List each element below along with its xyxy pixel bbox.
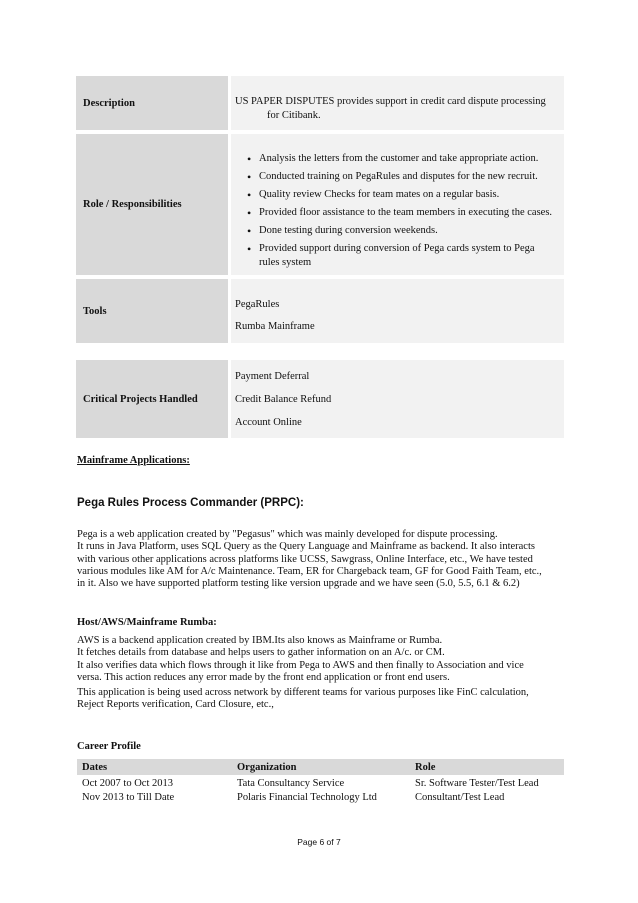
table-row [77, 790, 564, 804]
description-content [231, 76, 564, 130]
aws-paragraph [77, 635, 567, 712]
description-row [76, 76, 564, 130]
paragraph-line: in it. Also we have supported platform testing like version upgrade and we have seen (5.0, 5.5, 6.1 & 6.2) [77, 578, 520, 590]
column-header-role: Role [415, 761, 436, 773]
prpc-paragraph [77, 529, 567, 590]
responsibility-item: • Analysis the letters from the customer and take appropriate action. [249, 152, 554, 166]
responsibility-list [235, 134, 564, 270]
tool-item: Rumba Mainframe [235, 321, 315, 332]
tools-label: Tools [76, 279, 228, 343]
description-label: Description [76, 76, 228, 130]
career-table-header [77, 759, 564, 775]
career-table [77, 759, 564, 804]
cell-dates: Oct 2007 to Oct 2013 [82, 777, 173, 789]
role-row [76, 134, 564, 275]
responsibility-item: • Conducted training on PegaRules and disputes for the new recruit. [249, 170, 554, 184]
project-item: Credit Balance Refund [235, 394, 332, 405]
cell-role: Sr. Software Tester/Test Lead [415, 777, 539, 789]
responsibility-item: • Provided floor assistance to the team members in executing the cases. [249, 206, 554, 220]
paragraph-line: Pega is a web application created by "Pegasus" which was mainly developed for dispute processing. [77, 529, 498, 540]
column-header-organization: Organization [237, 761, 297, 773]
cell-organization: Tata Consultancy Service [237, 777, 345, 789]
project-item: Account Online [235, 417, 302, 428]
tools-content [231, 279, 564, 343]
responsibility-item: • Done testing during conversion weekends. [249, 224, 554, 238]
paragraph-line: It fetches details from database and helps users to gather information on an A/c. or CM. [77, 647, 445, 659]
critical-projects-content [231, 360, 564, 438]
role-label: Role / Responsibilities [76, 134, 228, 275]
cell-dates: Nov 2013 to Till Date [82, 791, 175, 803]
paragraph-line: versa. This action reduces any error made by the front end application or front end users. [77, 671, 450, 683]
mainframe-heading: Mainframe Applications: [77, 455, 190, 466]
project-item: Payment Deferral [235, 371, 310, 382]
role-content [231, 134, 564, 275]
page-number: Page 6 of 7 [297, 837, 341, 847]
responsibility-item: • Provided support during conversion of Pega cards system to Pega rules system [249, 242, 554, 270]
critical-projects-row [76, 360, 564, 438]
critical-projects-label: Critical Projects Handled [76, 360, 228, 438]
cell-role: Consultant/Test Lead [415, 791, 505, 803]
aws-heading: Host/AWS/Mainframe Rumba: [77, 617, 217, 628]
paragraph-line: This application is being used across network by different teams for various purposes like FinC calculation, [77, 687, 529, 699]
description-line: for Citibank. [267, 110, 321, 121]
table-row [77, 776, 564, 790]
paragraph-line: with various other applications across platforms like UCSS, Sawgrass, Online Interface, etc., We have tested [77, 553, 533, 565]
prpc-heading: Pega Rules Process Commander (PRPC): [77, 497, 304, 509]
paragraph-line: various modules like AM for A/c Maintenance. Team, ER for Chargeback team, GF for Good Faith Team, etc., [77, 565, 542, 577]
cell-organization: Polaris Financial Technology Ltd [237, 791, 377, 803]
description-line: US PAPER DISPUTES provides support in credit card dispute processing [235, 96, 546, 107]
responsibility-item: • Quality review Checks for team mates on a regular basis. [249, 188, 554, 202]
tool-item: PegaRules [235, 299, 280, 310]
tools-row [76, 279, 564, 343]
paragraph-line: AWS is a backend application created by IBM.Its also knows as Mainframe or Rumba. [77, 635, 443, 646]
paragraph-line: It also verifies data which flows through it like from Pega to AWS and then finally to Association and vice [77, 659, 524, 671]
career-heading: Career Profile [77, 741, 141, 752]
column-header-dates: Dates [82, 761, 108, 773]
paragraph-line: It runs in Java Platform, uses SQL Query as the Query Language and Mainframe as backend. It also interacts [77, 541, 535, 553]
paragraph-line: Reject Reports verification, Card Closure, etc., [77, 699, 274, 711]
